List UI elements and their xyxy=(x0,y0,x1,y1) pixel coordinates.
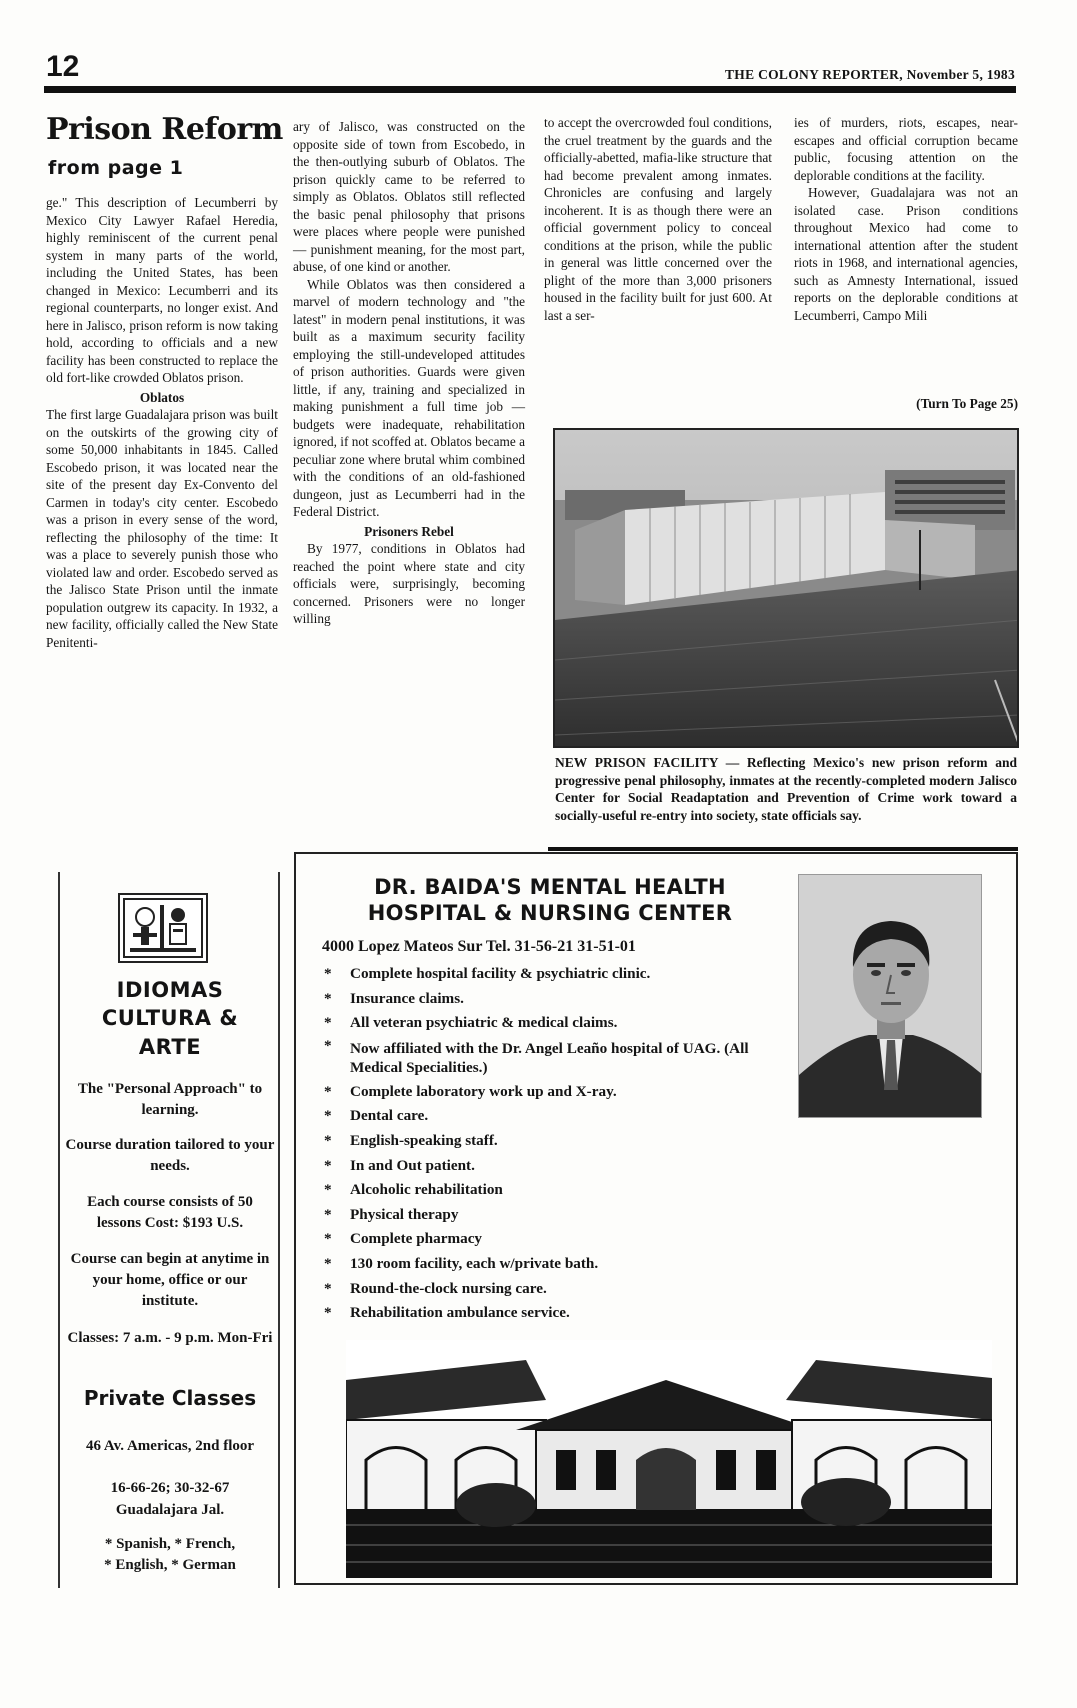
idiomas-lessons: Each course consists of 50 lessons Cost: $193 U.S. xyxy=(87,1194,253,1231)
aztec-glyph-icon xyxy=(120,895,206,961)
prison-photo-drawing xyxy=(555,430,1019,748)
idiomas-title-line-1: IDIOMAS xyxy=(116,978,224,1002)
hospital-address: 4000 Lopez Mateos Sur Tel. 31-56-21 31-51-01 xyxy=(322,938,636,955)
hospital-services-list xyxy=(322,962,772,1326)
paragraph: However, Guadalajara was not an isolated case. Prison conditions throughout Mexico had come to international attention after the student riots in 1968, and international agencies, such as Amnesty International, issued reports on the deplorable conditions at Lecumberri, Campo Mili xyxy=(794,185,1018,323)
headline: Prison Reform xyxy=(46,112,283,147)
idiomas-phones: 16-66-26; 30-32-67 xyxy=(110,1480,230,1496)
idiomas-title-line-2: CULTURA & xyxy=(101,1006,239,1030)
doctor-portrait-drawing xyxy=(799,875,982,1118)
paragraph: to accept the overcrowded foul conditions, the cruel treatment by the guards and the officially-abetted, mafia-like structure that had become prevalent among inmates. Chronicles are confusing and largely incoherent. It is as though there were an official government policy to conceal conditions at the prison, while the public in general was little concerned over the plight of the more than 3,000 prisoners housed in the facility built for just 600. At last a ser- xyxy=(544,115,772,323)
prison-facility-photo xyxy=(553,428,1019,748)
list-item: * Physical therapy xyxy=(322,1203,772,1228)
section-subhead: Prisoners Rebel xyxy=(364,523,454,539)
paragraph: By 1977, conditions in Oblatos had reached the point where state and city officials were, surprisingly, becoming concerned. Prisoners were no longer willing xyxy=(293,541,525,626)
masthead: THE COLONY REPORTER, November 5, 1983 xyxy=(724,67,1015,82)
idiomas-classes: Classes: 7 a.m. - 9 p.m. Mon-Fri xyxy=(67,1330,273,1346)
list-item: * Complete hospital facility & psychiatric clinic. xyxy=(322,962,772,987)
idiomas-duration: Course duration tailored to your needs. xyxy=(65,1137,275,1174)
article-column-1 xyxy=(46,194,278,651)
article-column-4 xyxy=(794,114,1018,324)
article-column-3 xyxy=(544,114,772,324)
hospital-ad-title: DR. BAIDA'S MENTAL HEALTH HOSPITAL & NURSING CENTER xyxy=(367,875,733,925)
paragraph: While Oblatos was then considered a marvel of modern technology and "the latest" in modern penal institutions, it was built as a maximum security facility employing the still-undeveloped attitudes of prison authorities. Guards were given little, if any, training and specialized in making punishment a full time job — budgets were inadequate, rehabilitation ignored, if not scoffed at. Oblatos became a peculiar zone where brutal whim combined with the conditions of an old-fashioned dungeon, just as Lecumberri had in the Federal District. xyxy=(293,276,526,519)
paragraph: ary of Jalisco, was constructed on the opposite side of town from Escobedo, in the then-outlying suburb of Oblatos. The prison quickly came to be referred to simply as Oblatos. Oblatos still reflected the basic penal philosophy that prisons were places where people were punished — punishment meaning, for the most part, abuse, of one kind or another. xyxy=(293,119,525,274)
list-item: * Now affiliated with the Dr. Angel Leaño hospital of UAG. (All Medical Specialities.) xyxy=(322,1036,772,1080)
list-item: * 130 room facility, each w/private bath. xyxy=(322,1252,772,1277)
idiomas-title-line-3: ARTE xyxy=(138,1035,202,1059)
paragraph: ies of murders, riots, escapes, near-escapes and official corruption became public, focusing attention on the deplorable conditions at the facility. xyxy=(794,115,1018,183)
idiomas-logo xyxy=(118,893,208,963)
list-item: * Complete pharmacy xyxy=(322,1227,772,1252)
list-item: * Complete laboratory work up and X-ray. xyxy=(322,1080,772,1105)
section-subhead: Oblatos xyxy=(139,389,185,405)
idiomas-languages-line-1: * Spanish, * French, xyxy=(104,1536,236,1552)
list-item: * Round-the-clock nursing care. xyxy=(322,1277,772,1302)
list-item: * In and Out patient. xyxy=(322,1154,772,1179)
paragraph: The first large Guadalajara prison was built on the outskirts of the growing city of some 50,000 inhabitants in 1845. Called Escobedo prison, it was located near the site of the present day Ex-Convento del Carmen in today's city center. Escobedo was a prison in every sense of the word, reflecting the philosophy of the time: It was a place to severely punish those who violated law and order. Escobedo served as the Jalisco State Prison until the inmate population outgrew its capacity. In 1932, a new facility, officially called the New State Penitenti- xyxy=(46,407,278,650)
idiomas-approach: The "Personal Approach" to learning. xyxy=(77,1081,263,1118)
list-item: * All veteran psychiatric & medical claims. xyxy=(322,1011,772,1036)
photo-caption: NEW PRISON FACILITY — Reflecting Mexico's new prison reform and progressive penal philosophy, inmates at the recently-completed modern Jalisco Center for Social Readaptation and Prevention of Crime work toward a socially-useful re-entry into society, state officials say. xyxy=(555,755,1017,823)
list-item: * Insurance claims. xyxy=(322,987,772,1012)
idiomas-address: 46 Av. Americas, 2nd floor xyxy=(85,1438,255,1454)
paragraph: ge." This description of Lecumberri by Mexico City Lawyer Rafael Heredia, highly reminiscent of the current penal system in many parts of the world, including the United States, has been changed in Mexico: Lecumberri and its regional counterparts, no longer exist. And here in Jalisco, prison reform is now taking hold, according to officials and a new facility has been constructed to replace the old fort-like crowded Oblatos prison. xyxy=(46,195,278,385)
list-item: * Alcoholic rehabilitation xyxy=(322,1178,772,1203)
continued-jump-line: (Turn To Page 25) xyxy=(916,396,1018,411)
idiomas-begin: Course can begin at anytime in your home, office or our institute. xyxy=(70,1251,270,1309)
article-column-2 xyxy=(293,118,525,628)
idiomas-private-classes: Private Classes xyxy=(83,1386,257,1410)
page-number: 12 xyxy=(46,50,80,83)
hospital-building-illustration xyxy=(346,1340,992,1578)
top-rule xyxy=(44,86,1016,93)
list-item: * English-speaking staff. xyxy=(322,1129,772,1154)
idiomas-languages-line-2: * English, * German xyxy=(104,1557,236,1573)
doctor-portrait xyxy=(798,874,982,1118)
caption-rule xyxy=(548,847,1018,851)
list-item: * Rehabilitation ambulance service. xyxy=(322,1301,772,1326)
subheadline: from page 1 xyxy=(48,157,184,179)
idiomas-city: Guadalajara Jal. xyxy=(115,1502,225,1518)
list-item: * Dental care. xyxy=(322,1104,772,1129)
hospital-building-drawing xyxy=(346,1340,992,1578)
